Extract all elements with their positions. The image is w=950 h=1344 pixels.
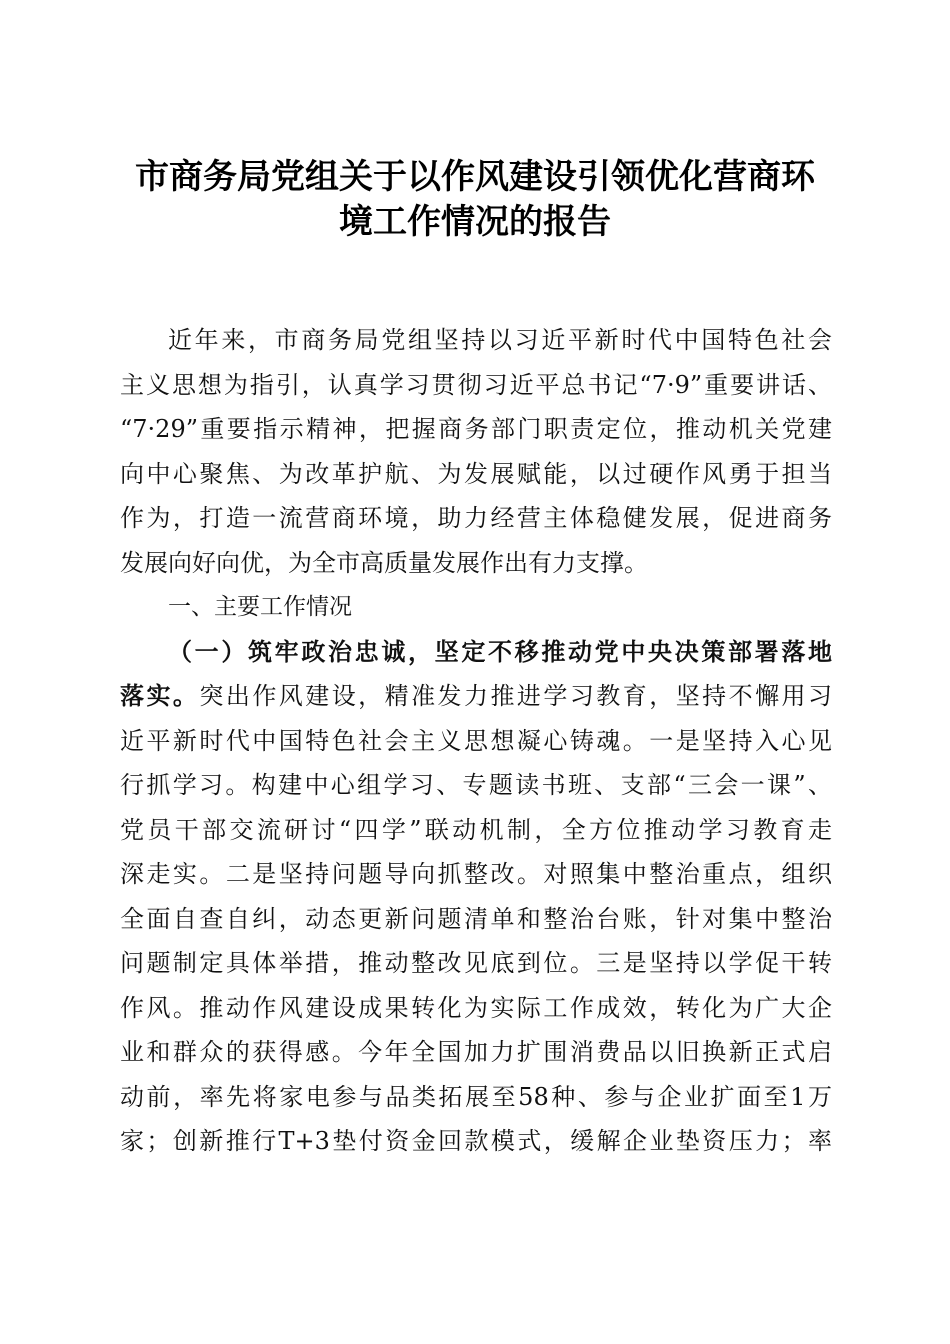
subsection-line-7: 全面自查自纠，动态更新问题清单和整治台账，针对集中整治: [120, 904, 832, 933]
subsection-line-8: 问题制定具体举措，推动整改见底到位。三是坚持以学促干转: [120, 949, 832, 977]
subsection-line-11: 动前，率先将家电参与品类拓展至58种、参与企业扩面至1万: [120, 1082, 832, 1111]
intro-line-6: 发展向好向优，为全市高质量发展作出有力支撑。: [120, 548, 648, 577]
title-line-2: 境工作情况的报告: [339, 201, 611, 242]
section-heading: 一、主要工作情况: [168, 594, 352, 620]
subsection-title-end: 落实。: [120, 681, 200, 710]
subsection-title-line-1: （一）筑牢政治忠诚，坚定不移推动党中央决策部署落地: [168, 636, 832, 666]
subsection-line-6: 深走实。二是坚持问题导向抓整改。对照集中整治重点，组织: [120, 860, 832, 888]
subsection-line-2: [120, 674, 832, 719]
subsection-line-5: 党员干部交流研讨“四学”联动机制，全方位推动学习教育走: [120, 815, 832, 844]
intro-line-2: 主义思想为指引，认真学习贯彻习近平总书记“7·9”重要讲话、: [120, 370, 832, 399]
subsection-line-2-text: 突出作风建设，精准发力推进学习教育，坚持不懈用习: [199, 682, 833, 710]
subsection-line-9: 作风。推动作风建设成果转化为实际工作成效，转化为广大企: [120, 993, 832, 1022]
title-line-1: 市商务局党组关于以作风建设引领优化营商环: [135, 157, 815, 197]
document-title: [100, 152, 850, 241]
intro-line-4: 向中心聚焦、为改革护航、为发展赋能，以过硬作风勇于担当: [120, 459, 832, 488]
subsection-line-4: 行抓学习。构建中心组学习、专题读书班、支部“三会一课”、: [120, 771, 832, 799]
document-body: [120, 318, 832, 1164]
intro-line-3: “7·29”重要指示精神，把握商务部门职责定位，推动机关党建: [120, 415, 832, 443]
intro-line-5: 作为，打造一流营商环境，助力经营主体稳健发展，促进商务: [120, 504, 832, 532]
intro-line-1: 近年来，市商务局党组坚持以习近平新时代中国特色社会: [168, 326, 832, 354]
subsection-line-10: 业和群众的获得感。今年全国加力扩围消费品以旧换新正式启: [120, 1038, 832, 1066]
subsection-line-3: 近平新时代中国特色社会主义思想凝心铸魂。一是坚持入心见: [120, 726, 832, 755]
subsection-line-12: 家；创新推行T+3垫付资金回款模式，缓解企业垫资压力；率: [120, 1127, 832, 1155]
